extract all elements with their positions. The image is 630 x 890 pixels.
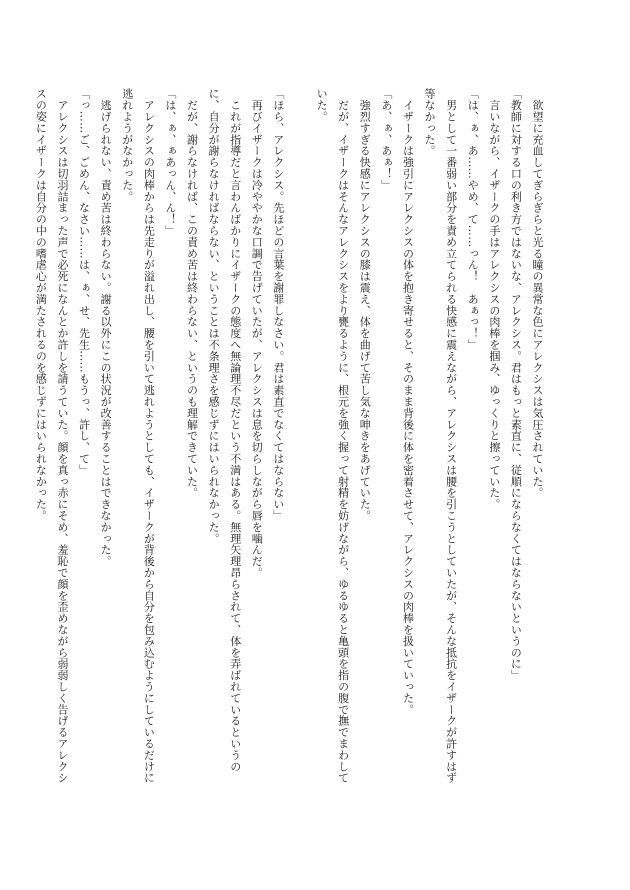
paragraph: 「ほら、アレクシス。先ほどの言葉を謝罪しなさい。君は素直でなくてはならない」 [271,88,285,522]
paragraph: 言いながら、イザークの手はアレクシスの肉棒を掴み、ゆっくりと擦っていた。 [487,88,501,510]
paragraph: だが、謝らなければ、この責め苦は終わらない、というのも理解できていた。 [185,88,199,499]
paragraph: 再びイザークは冷ややかな口調で告げていたが、アレクシスは息を切らしながら唇を噛んだ。 [250,88,264,579]
paragraph: アレクシスの肉棒からは先走りが溢れ出し、腰を引いて逃れようとしても、イザークが背後から自分を包み込むようにしているだけに逃れようがなかった。 [120,88,156,784]
paragraph: 「は、ぁ、ぁあっん、ん！」 [163,88,177,237]
paragraph: 男として一番弱い部分を責め立てられる快感に震えながら、アレクシスは腰を引こうとしていたが、そんな抵抗をイザークが許すはず等なかった。 [423,88,458,784]
paragraph: アレクシスは切羽詰まった声で必死になんとか許しを請うていた。顔を真っ赤にそめ、羞恥で顔を歪めながら弱弱しく告げるアレクシスの姿にイザークは自分の中の嗜虐心が満たされるのを感じずにはいられなかった。 [34,88,69,784]
body-text [34,88,548,788]
paragraph: 「教師に対する口の利き方ではないな、アレクシス。君はもっと素直に、従順にならなくてはならないというのに」 [509,88,523,681]
paragraph: 欲望に充血してぎらぎらと光る瞳の異常な色にアレクシスは気圧されていた。 [531,88,544,499]
blank-line [289,88,311,788]
paragraph: 「っ……ご、ごめん、なさい……は、ぁ、せ、先生……もうっ、許し、て」 [77,88,91,476]
paragraph: イザークは強引にアレクシスの体を抱き寄せると、そのまま背後に体を密着させて、アレクシスの肉棒を扱いていった。 [401,88,415,715]
paragraph: だが、イザークはそんなアレクシスをより甕るように、根元を強く握って射精を妨げながら、ゆるゆると亀頭を指の腹で撫でまわしていた。 [315,88,350,784]
paragraph: これが指導だと言わんばかりにイザークの態度へ無論理不尽だという不満はある。無理矢理昂らされて、体を弄ばれているというのに、自分が謝らなければならない、ということは不条理さを感じずにはいられなかった。 [207,88,242,772]
paragraph: 逃げられない、責め苦は終わらない。謝る以外にこの状況が改善することはできなかった。 [99,88,113,567]
paragraph: 「あ、ぁ、あぁ！」 [379,88,393,191]
paragraph: 「は、ぁ、あ……やめ、て……っん！ あぁっ！」 [466,88,480,351]
paragraph: 強烈すぎる快感にアレクシスの膝は震え、体を曲げて苦し気な呻きをあげていた。 [358,88,372,522]
